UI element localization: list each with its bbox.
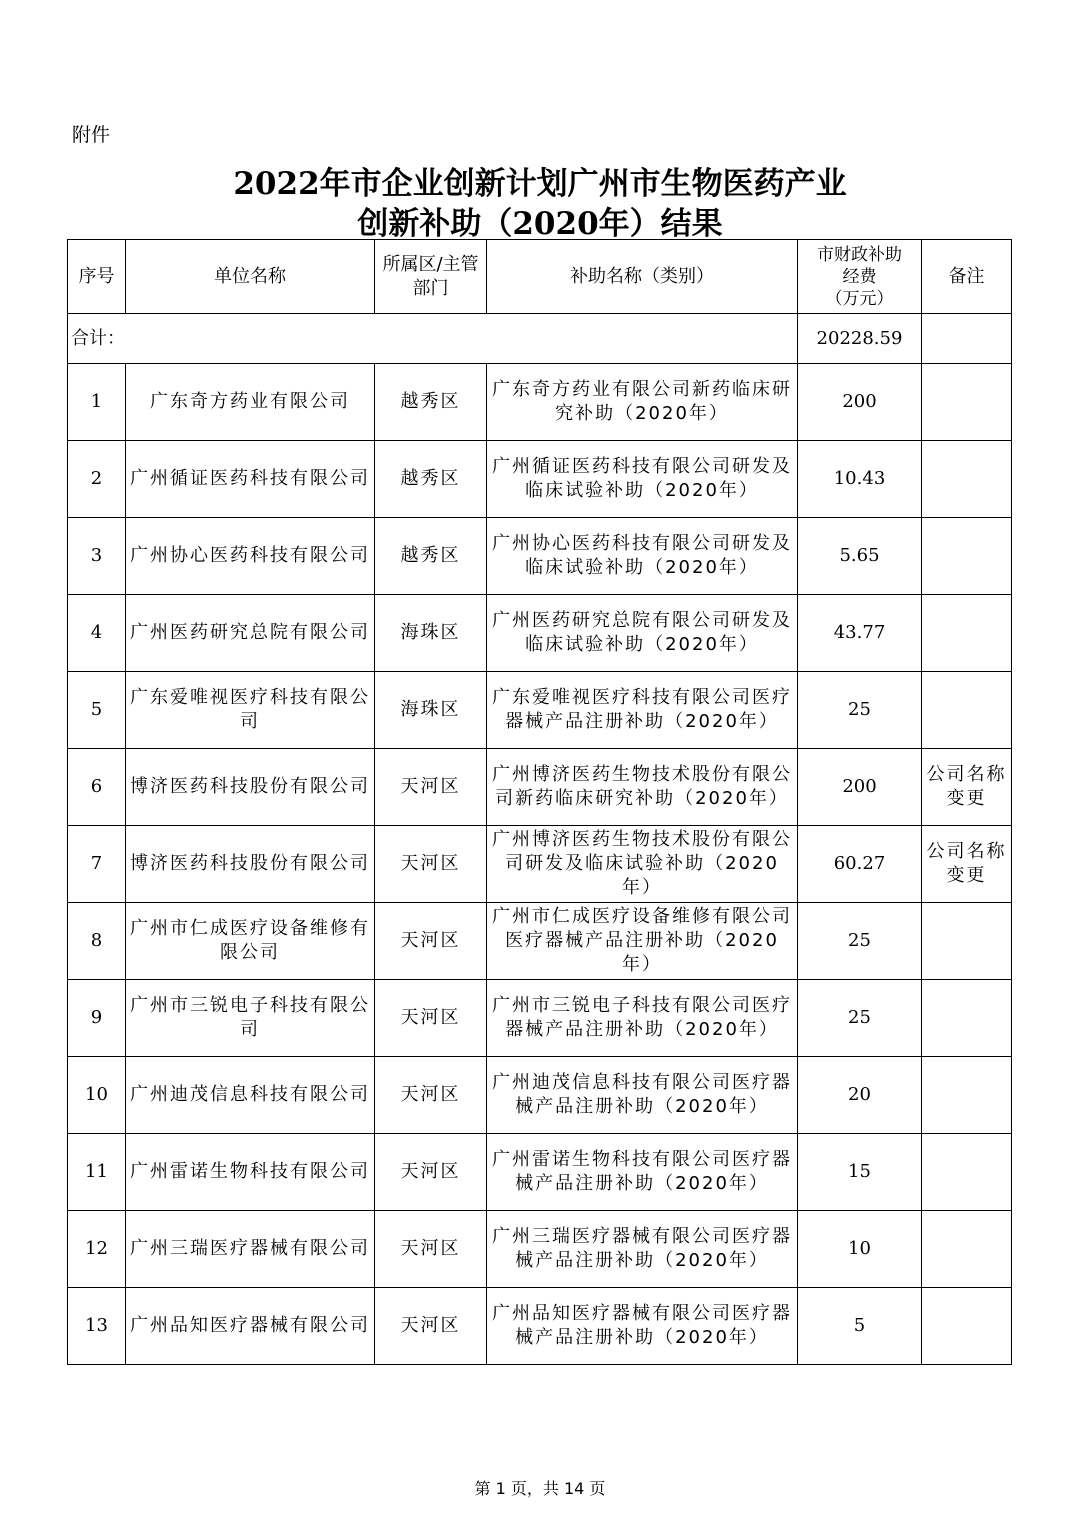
row-district: 海珠区: [375, 672, 487, 749]
total-row: [68, 314, 1012, 364]
row-subsidy-name: 广州协心医药科技有限公司研发及临床试验补助（2020年）: [487, 518, 798, 595]
total-value: 20228.59: [798, 314, 922, 364]
row-amount: 43.77: [798, 595, 922, 672]
row-district: 天河区: [375, 1134, 487, 1211]
row-company: 广州市三锐电子科技有限公司: [126, 980, 375, 1057]
row-index: 11: [68, 1134, 126, 1211]
row-district: 越秀区: [375, 441, 487, 518]
row-index: 4: [68, 595, 126, 672]
row-company: 广州医药研究总院有限公司: [126, 595, 375, 672]
row-amount: 20: [798, 1057, 922, 1134]
row-subsidy-name: 广州品知医疗器械有限公司医疗器械产品注册补助（2020年）: [487, 1288, 798, 1365]
row-index: 13: [68, 1288, 126, 1365]
row-subsidy-name: 广州循证医药科技有限公司研发及临床试验补助（2020年）: [487, 441, 798, 518]
row-remark: [922, 364, 1012, 441]
row-district: 天河区: [375, 903, 487, 980]
table-row: [68, 441, 1012, 518]
row-amount: 5: [798, 1288, 922, 1365]
row-amount: 15: [798, 1134, 922, 1211]
row-index: 3: [68, 518, 126, 595]
row-remark: [922, 903, 1012, 980]
row-amount: 10: [798, 1211, 922, 1288]
row-remark: [922, 441, 1012, 518]
table-row: [68, 364, 1012, 441]
row-index: 8: [68, 903, 126, 980]
row-district: 天河区: [375, 1057, 487, 1134]
row-district: 天河区: [375, 1211, 487, 1288]
row-index: 1: [68, 364, 126, 441]
header-district: 所属区/主管部门: [375, 240, 487, 314]
row-company: 广东爱唯视医疗科技有限公司: [126, 672, 375, 749]
row-district: 天河区: [375, 826, 487, 903]
attachment-label: 附件: [72, 124, 111, 146]
header-fee-line-3: （万元）: [825, 288, 894, 309]
document-title-line-2: 创新补助（2020年）结果: [357, 206, 723, 242]
row-index: 5: [68, 672, 126, 749]
row-remark: [922, 518, 1012, 595]
row-amount: 60.27: [798, 826, 922, 903]
row-index: 10: [68, 1057, 126, 1134]
row-company: 广州循证医药科技有限公司: [126, 441, 375, 518]
row-amount: 25: [798, 980, 922, 1057]
row-amount: 200: [798, 364, 922, 441]
row-company: 广州雷诺生物科技有限公司: [126, 1134, 375, 1211]
header-subsidy-name: 补助名称（类别）: [487, 240, 798, 314]
header-company: 单位名称: [126, 240, 375, 314]
row-index: 7: [68, 826, 126, 903]
row-district: 天河区: [375, 1288, 487, 1365]
row-subsidy-name: 广州雷诺生物科技有限公司医疗器械产品注册补助（2020年）: [487, 1134, 798, 1211]
row-subsidy-name: 广东奇方药业有限公司新药临床研究补助（2020年）: [487, 364, 798, 441]
table-row: [68, 518, 1012, 595]
total-label: 合计：: [68, 314, 798, 364]
row-remark: [922, 1057, 1012, 1134]
row-subsidy-name: 广州三瑞医疗器械有限公司医疗器械产品注册补助（2020年）: [487, 1211, 798, 1288]
row-amount: 25: [798, 903, 922, 980]
document-title-line-1: 2022年市企业创新计划广州市生物医药产业: [233, 166, 847, 202]
row-company: 广州迪茂信息科技有限公司: [126, 1057, 375, 1134]
table-row: [68, 826, 1012, 903]
row-remark: 公司名称变更: [922, 826, 1012, 903]
row-subsidy-name: 广州市仁成医疗设备维修有限公司医疗器械产品注册补助（2020年）: [487, 903, 798, 980]
row-company: 博济医药科技股份有限公司: [126, 826, 375, 903]
row-district: 天河区: [375, 980, 487, 1057]
row-index: 9: [68, 980, 126, 1057]
row-index: 12: [68, 1211, 126, 1288]
row-company: 广东奇方药业有限公司: [126, 364, 375, 441]
subsidy-results-table: [67, 239, 1012, 1365]
row-index: 2: [68, 441, 126, 518]
row-remark: [922, 595, 1012, 672]
row-subsidy-name: 广东爱唯视医疗科技有限公司医疗器械产品注册补助（2020年）: [487, 672, 798, 749]
row-subsidy-name: 广州市三锐电子科技有限公司医疗器械产品注册补助（2020年）: [487, 980, 798, 1057]
table-header-row: [68, 240, 1012, 314]
row-company: 广州市仁成医疗设备维修有限公司: [126, 903, 375, 980]
row-remark: [922, 672, 1012, 749]
table-row: [68, 1134, 1012, 1211]
header-remark: 备注: [922, 240, 1012, 314]
header-fee: [798, 240, 922, 314]
table-row: [68, 1288, 1012, 1365]
row-company: 广州三瑞医疗器械有限公司: [126, 1211, 375, 1288]
row-remark: 公司名称变更: [922, 749, 1012, 826]
total-remark: [922, 314, 1012, 364]
row-subsidy-name: 广州迪茂信息科技有限公司医疗器械产品注册补助（2020年）: [487, 1057, 798, 1134]
row-subsidy-name: 广州医药研究总院有限公司研发及临床试验补助（2020年）: [487, 595, 798, 672]
table-row: [68, 1057, 1012, 1134]
row-amount: 25: [798, 672, 922, 749]
page-footer: 第 1 页，共 14 页: [474, 1479, 606, 1498]
row-district: 越秀区: [375, 364, 487, 441]
table-row: [68, 1211, 1012, 1288]
header-fee-line-2: 经费: [842, 266, 877, 287]
table-row: [68, 749, 1012, 826]
row-district: 海珠区: [375, 595, 487, 672]
table-row: [68, 672, 1012, 749]
row-index: 6: [68, 749, 126, 826]
table-row: [68, 980, 1012, 1057]
row-district: 越秀区: [375, 518, 487, 595]
row-remark: [922, 1134, 1012, 1211]
table-row: [68, 903, 1012, 980]
row-remark: [922, 1211, 1012, 1288]
row-company: 广州品知医疗器械有限公司: [126, 1288, 375, 1365]
row-company: 广州协心医药科技有限公司: [126, 518, 375, 595]
row-company: 博济医药科技股份有限公司: [126, 749, 375, 826]
row-amount: 5.65: [798, 518, 922, 595]
header-index: 序号: [68, 240, 126, 314]
row-remark: [922, 1288, 1012, 1365]
row-amount: 200: [798, 749, 922, 826]
header-fee-line-1: 市财政补助: [817, 244, 902, 265]
row-amount: 10.43: [798, 441, 922, 518]
row-remark: [922, 980, 1012, 1057]
row-district: 天河区: [375, 749, 487, 826]
row-subsidy-name: 广州博济医药生物技术股份有限公司研发及临床试验补助（2020年）: [487, 826, 798, 903]
table-row: [68, 595, 1012, 672]
row-subsidy-name: 广州博济医药生物技术股份有限公司新药临床研究补助（2020年）: [487, 749, 798, 826]
